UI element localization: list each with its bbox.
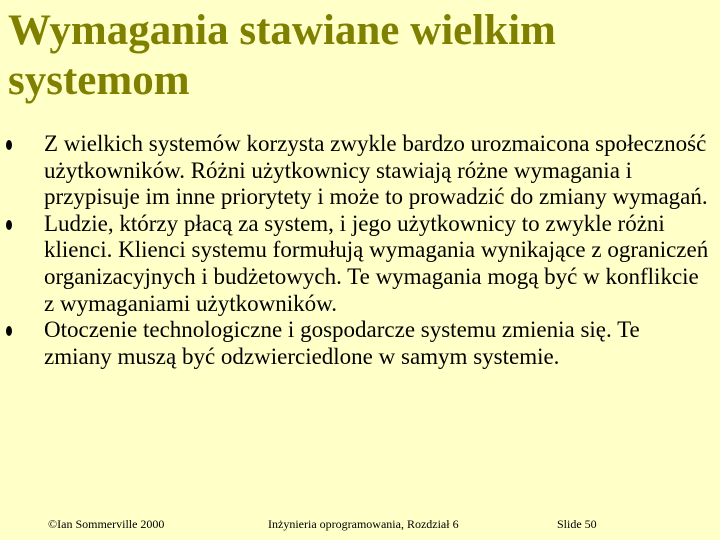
bullet-dot-icon — [6, 326, 12, 336]
bullet-dot-icon — [6, 220, 12, 230]
footer-copyright: ©Ian Sommerville 2000 — [48, 517, 165, 531]
bullet-dot-icon — [6, 140, 12, 150]
bullet-item — [0, 131, 712, 211]
slide-title: Wymagania stawiane wielkim systemom — [8, 7, 556, 104]
bullet-text: Ludzie, którzy płacą za system, i jego użytkownicy to zwykle różni klienci. Klienci systemu formułują wymagania wynikające z ograniczeń organizacyjnych i budżetowych. Te wymagania mogą być w konflikcie z wymaganiami użytkowników. — [44, 210, 709, 316]
bullet-text: Z wielkich systemów korzysta zwykle bardzo urozmaicona społeczność użytkowników. Różni użytkownicy stawiają różne wymagania i przypisuje im inne priorytety i może to prowadzić do zmiany wymagań. — [44, 131, 708, 210]
bullet-list — [0, 131, 712, 370]
bullet-text: Otoczenie technologiczne i gospodarcze systemu zmienia się. Te zmiany muszą być odzwierciedlone w samym systemie. — [44, 317, 640, 369]
footer-slide-number: Slide 50 — [557, 517, 597, 531]
bullet-item — [0, 317, 712, 370]
bullet-item — [0, 211, 712, 317]
footer-course: Inżynieria oprogramowania, Rozdział 6 — [268, 517, 459, 531]
